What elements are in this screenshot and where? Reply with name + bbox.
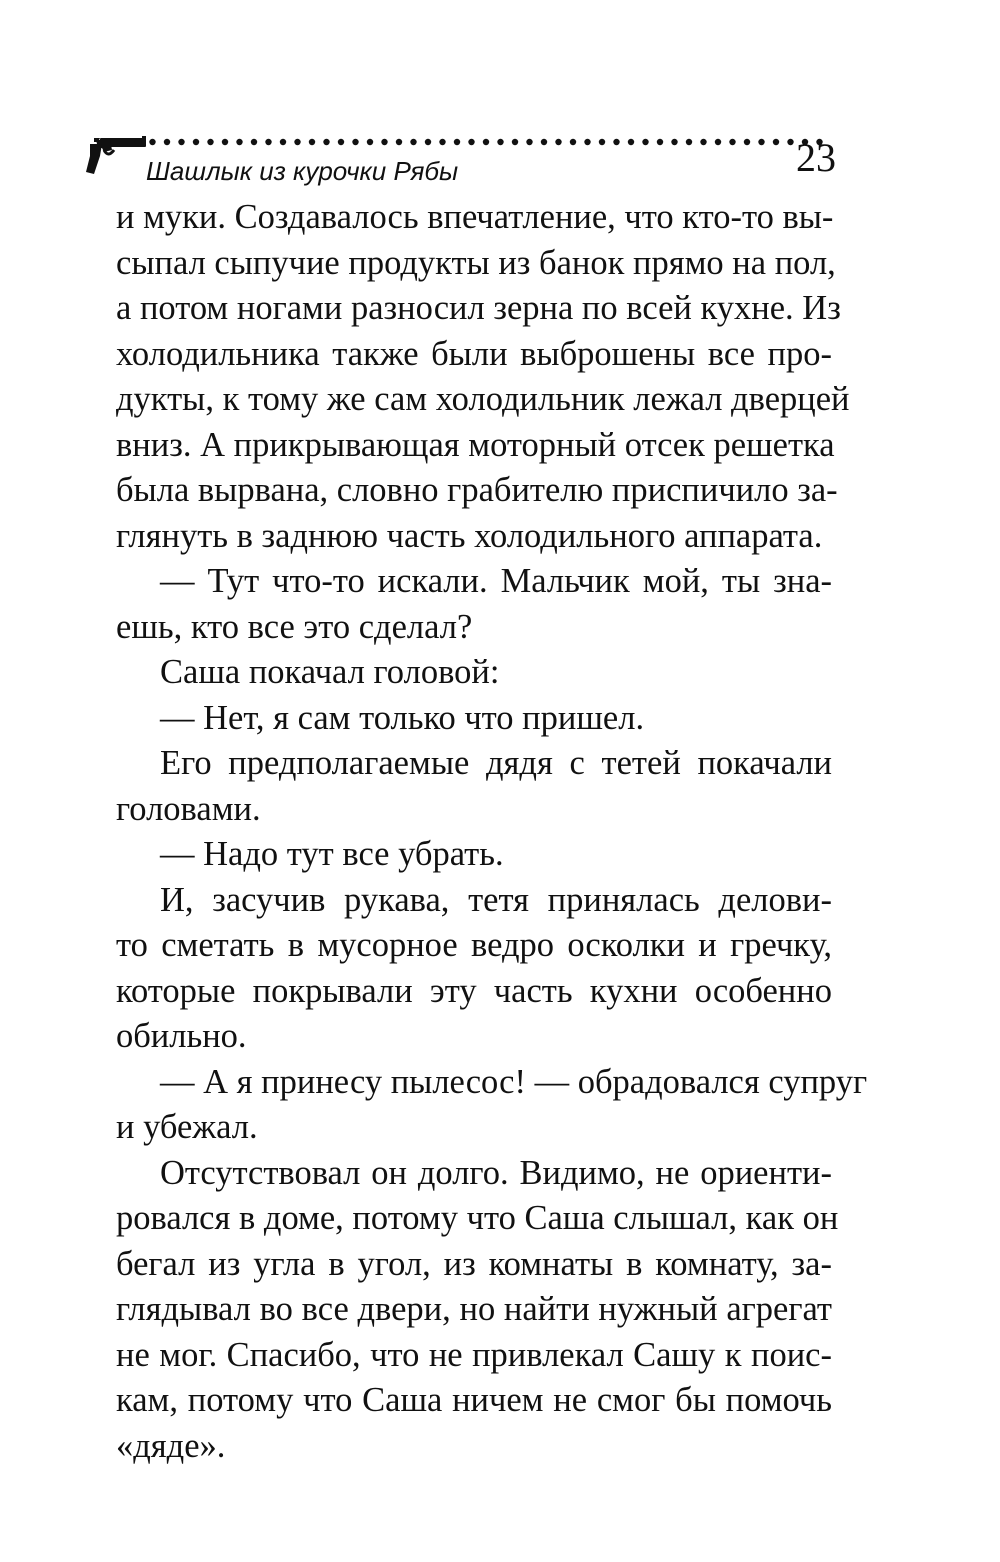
leader-dot xyxy=(613,139,619,145)
leader-dot xyxy=(773,139,779,145)
text-line: «дяде». xyxy=(116,1426,226,1465)
leader-dot xyxy=(352,139,358,145)
text-line: Отсутствовал он долго. Видимо, не ориенти- xyxy=(160,1153,832,1192)
text-line: бегал из угла в угол, из комнаты в комнату, за- xyxy=(116,1244,832,1283)
leader-dot xyxy=(468,139,474,145)
leader-dot xyxy=(715,139,721,145)
leader-dot xyxy=(584,139,590,145)
leader-dot xyxy=(570,139,576,145)
text-line: была вырвана, словно грабителю приспичило за- xyxy=(116,471,838,509)
leader-dot xyxy=(135,139,141,145)
text-line: и муки. Создавалось впечатление, что кто-то вы- xyxy=(116,198,834,236)
leader-dot xyxy=(338,139,344,145)
leader-dot xyxy=(251,139,257,145)
leader-dot xyxy=(149,139,155,145)
leader-dot xyxy=(599,139,605,145)
leader-dot xyxy=(265,139,271,145)
body-text xyxy=(116,195,868,1469)
text-line: Саша покачал головой: xyxy=(160,653,500,691)
leader-dot xyxy=(729,139,735,145)
leader-dot xyxy=(410,139,416,145)
text-line: холодильника также были выброшены все про- xyxy=(116,334,832,373)
leader-dot xyxy=(686,139,692,145)
page-number: 23 xyxy=(796,135,836,180)
leader-dot xyxy=(425,139,431,145)
text-line: а потом ногами разносил зерна по всей кухне. Из xyxy=(116,289,841,327)
leader-dot xyxy=(526,139,532,145)
text-line: И, засучив рукава, тетя принялась делови- xyxy=(160,880,832,919)
text-line: вниз. А прикрывающая моторный отсек решетка xyxy=(116,425,835,464)
text-line: и убежал. xyxy=(116,1108,258,1146)
text-line: ешь, кто все это сделал? xyxy=(116,607,473,646)
leader-dot xyxy=(381,139,387,145)
text-line: — Тут что-то искали. Мальчик мой, ты зна- xyxy=(160,562,832,600)
text-line: сыпал сыпучие продукты из банок прямо на пол, xyxy=(116,243,836,282)
text-line: не мог. Спасибо, что не привлекал Сашу к поис- xyxy=(116,1335,832,1374)
text-line: — Нет, я сам только что пришел. xyxy=(160,698,645,737)
leader-dot xyxy=(787,139,793,145)
running-title: Шашлык из курочки Рябы xyxy=(146,156,459,186)
text-line: глянуть в заднюю часть холодильного аппарата. xyxy=(116,516,823,555)
text-line: головами. xyxy=(116,789,261,828)
leader-dot xyxy=(396,139,402,145)
leader-dot xyxy=(439,139,445,145)
leader-dot xyxy=(700,139,706,145)
text-line: глядывал во все двери, но найти нужный агрегат xyxy=(116,1290,832,1328)
leader-dot xyxy=(541,139,547,145)
text-line: Его предполагаемые дядя с тетей покачали xyxy=(160,744,832,782)
leader-dot xyxy=(222,139,228,145)
text-line: ровался в доме, потому что Саша слышал, как он xyxy=(116,1199,839,1237)
text-line: кам, потому что Саша ничем не смог бы помочь xyxy=(116,1381,832,1419)
leader-dot xyxy=(323,139,329,145)
leader-dot xyxy=(628,139,634,145)
leader-dot xyxy=(657,139,663,145)
leader-dot xyxy=(744,139,750,145)
leader-dot xyxy=(193,139,199,145)
text-line: которые покрывали эту часть кухни особенно xyxy=(116,971,832,1010)
text-line: дукты, к тому же сам холодильник лежал дверцей xyxy=(116,380,850,418)
text-line: — Надо тут все убрать. xyxy=(160,835,504,873)
leader-dot xyxy=(642,139,648,145)
leader-dot xyxy=(512,139,518,145)
leader-dot xyxy=(236,139,242,145)
leader-dot xyxy=(309,139,315,145)
leader-dot xyxy=(367,139,373,145)
text-line: — А я принесу пылесос! — обрадовался супруг xyxy=(160,1062,868,1101)
leader-dot xyxy=(178,139,184,145)
text-line: обильно. xyxy=(116,1017,247,1055)
leader-dot xyxy=(555,139,561,145)
leader-dot xyxy=(454,139,460,145)
leader-dot xyxy=(497,139,503,145)
dot-leader xyxy=(132,136,842,148)
leader-dot xyxy=(207,139,213,145)
leader-dot xyxy=(280,139,286,145)
leader-dot xyxy=(164,139,170,145)
running-header xyxy=(86,130,836,190)
leader-dot xyxy=(758,139,764,145)
leader-dot xyxy=(671,139,677,145)
leader-dot xyxy=(483,139,489,145)
leader-dot xyxy=(294,139,300,145)
text-line: то сметать в мусорное ведро осколки и гречку, xyxy=(116,926,832,964)
